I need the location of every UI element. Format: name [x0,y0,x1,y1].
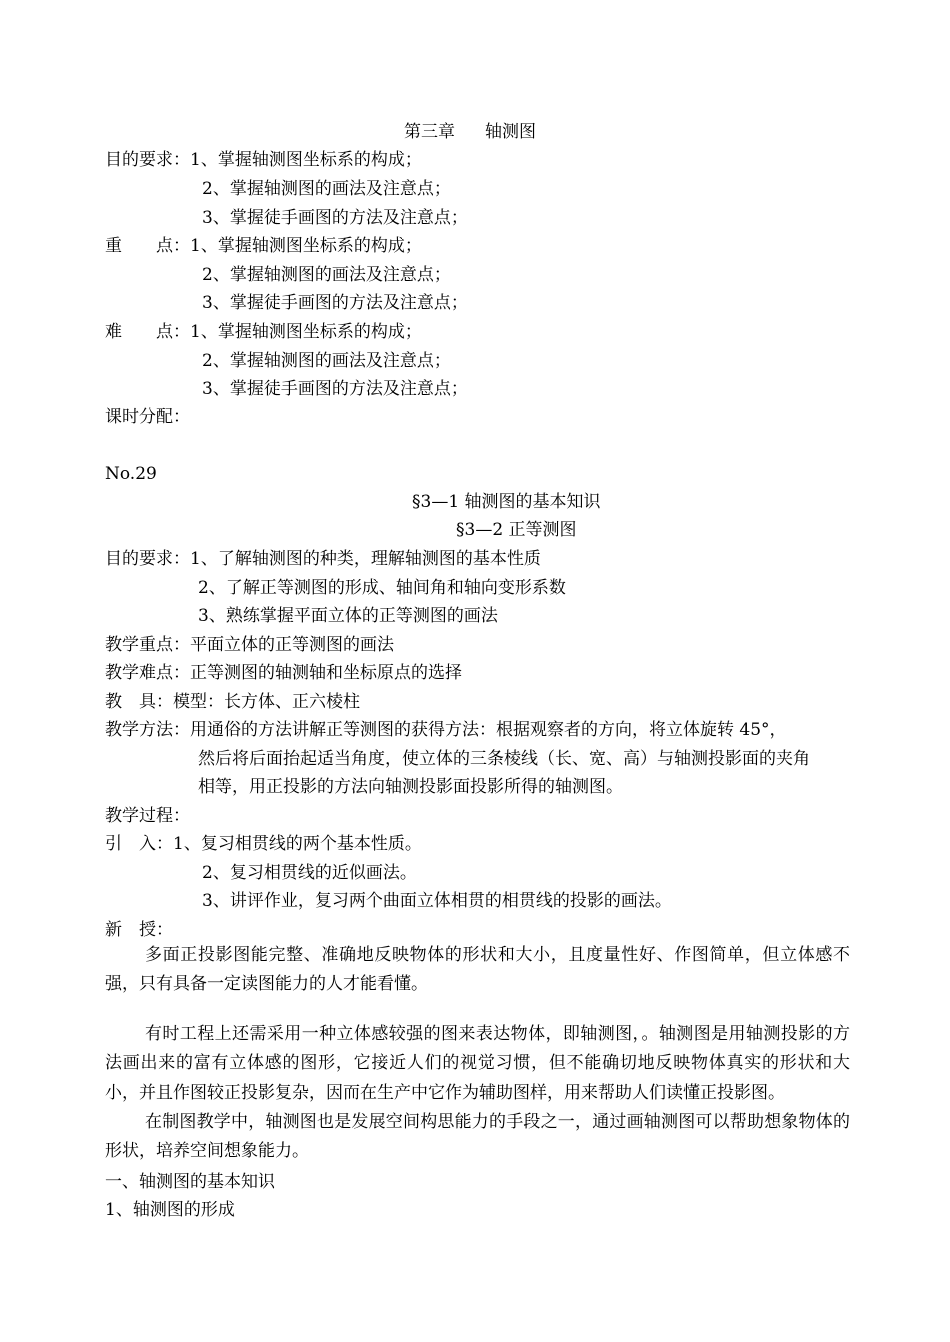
objectives-line-1: 目的要求：1、掌握轴测图坐标系的构成； [105,150,422,170]
lesson-number: No.29 [105,464,157,484]
key-points-line-3: 3、掌握徒手画图的方法及注意点； [202,293,468,313]
intro-line-2: 2、复习相贯线的近似画法。 [202,863,417,883]
key-points-line-1: 重 点：1、掌握轴测图坐标系的构成； [105,236,422,256]
key-points-line-2: 2、掌握轴测图的画法及注意点； [202,265,451,285]
lesson-objectives-line-1: 目的要求：1、了解轴测图的种类，理解轴测图的基本性质 [105,549,541,569]
lesson-objectives-line-2: 2、了解正等测图的形成、轴间角和轴向变形系数 [198,578,566,598]
difficulties-line-3: 3、掌握徒手画图的方法及注意点； [202,379,468,399]
paragraph-3: 在制图教学中，轴测图也是发展空间构思能力的手段之一，通过画轴测图可以帮助想象物体的形状，培养空间想象能力。 [105,1112,850,1162]
intro-line-3: 3、讲评作业，复习两个曲面立体相贯的相贯线的投影的画法。 [202,891,672,911]
teaching-process-label: 教学过程： [105,806,190,826]
teaching-difficulty: 教学难点：正等测图的轴测轴和坐标原点的选择 [105,663,462,683]
heading-formation: 1、轴测图的形成 [105,1200,235,1220]
teaching-key-point: 教学重点：平面立体的正等测图的画法 [105,635,394,655]
section-heading-2: §3—2 正等测图 [456,520,577,540]
chapter-title: 第三章 轴测图 [404,122,536,142]
difficulties-line-1: 难 点：1、掌握轴测图坐标系的构成； [105,322,422,342]
objectives-line-3: 3、掌握徒手画图的方法及注意点； [202,208,468,228]
paragraph-2: 有时工程上还需采用一种立体感较强的图来表达物体，即轴测图，。轴测图是用轴测投影的方法画出来的富有立体感的图形，它接近人们的视觉习惯，但不能确切地反映物体真实的形状和大小，并且作图较正投影复杂，因而在生产中它作为辅助图样，用来帮助人们读懂正投影图。 [105,1024,850,1103]
teaching-method-line-3: 相等，用正投影的方法向轴测投影面投影所得的轴测图。 [198,777,623,797]
intro-line-1: 引 入：1、复习相贯线的两个基本性质。 [105,834,422,854]
teaching-tools: 教 具：模型：长方体、正六棱柱 [105,692,360,712]
section-heading-1: §3—1 轴测图的基本知识 [412,492,601,512]
teaching-method-line-2: 然后将后面抬起适当角度，使立体的三条棱线（长、宽、高）与轴测投影面的夹角 [198,749,810,769]
lesson-objectives-line-3: 3、熟练掌握平面立体的正等测图的画法 [198,606,498,626]
paragraph-1: 多面正投影图能完整、准确地反映物体的形状和大小，且度量性好、作图简单，但立体感不强，只有具备一定读图能力的人才能看懂。 [105,945,850,995]
time-allocation: 课时分配： [105,407,190,427]
new-lesson-label: 新 授： [105,920,173,940]
objectives-line-2: 2、掌握轴测图的画法及注意点； [202,179,451,199]
heading-basic-knowledge: 一、轴测图的基本知识 [105,1172,275,1192]
teaching-method-line-1: 教学方法：用通俗的方法讲解正等测图的获得方法：根据观察者的方向，将立体旋转 45°， [105,720,787,740]
difficulties-line-2: 2、掌握轴测图的画法及注意点； [202,351,451,371]
